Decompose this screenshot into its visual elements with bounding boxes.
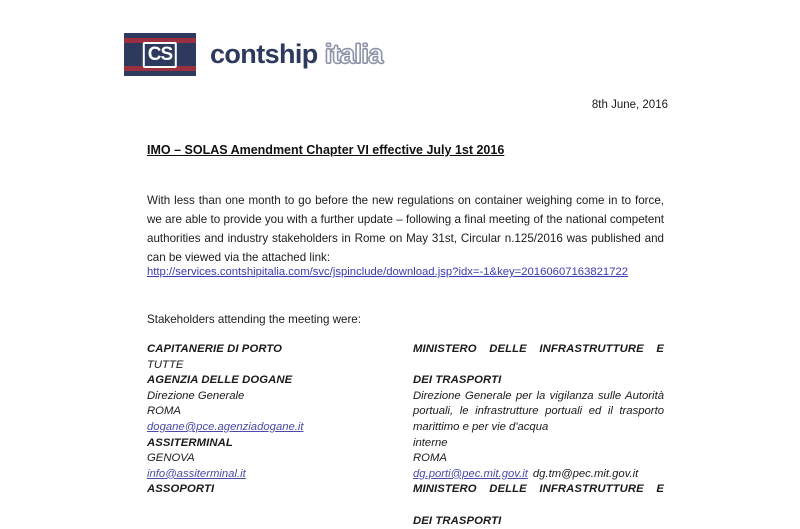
logo-word-italia: italia xyxy=(324,39,383,69)
logo-mark-icon xyxy=(124,33,196,76)
org-capitanerie-detail: TUTTE xyxy=(147,358,184,371)
email-dg-tm: dg.tm@pec.mit.gov.it xyxy=(532,467,639,480)
org-ministero-1-city: ROMA xyxy=(413,452,447,465)
circular-download-link[interactable]: http://services.contshipitalia.com/svc/jspinclude/download.jsp?idx=-1&key=20160607163821722 xyxy=(147,266,629,278)
org-ministero-2-line2: DEI TRASPORTI xyxy=(413,514,502,527)
org-ministero-1-description: Direzione Generale per la vigilanza sulle Autorità portuali, le infrastrutture portuali ed il trasporto marittimo e per vie d'acqua xyxy=(413,389,664,433)
contship-italia-logo xyxy=(124,33,383,76)
stakeholder-column-left xyxy=(147,342,397,498)
org-agenzia-delle-dogane: AGENZIA DELLE DOGANE xyxy=(147,374,293,387)
org-assiterminal: ASSITERMINAL xyxy=(147,436,233,449)
email-dogane[interactable]: dogane@pce.agenziadogane.it xyxy=(147,420,304,433)
logo-word-contship: contship xyxy=(210,39,318,69)
org-ministero-1-line2: DEI TRASPORTI xyxy=(413,374,502,387)
org-ministero-1-description-tail: interne xyxy=(413,436,448,449)
org-assiterminal-city: GENOVA xyxy=(147,452,195,465)
org-ministero-1-emails xyxy=(413,467,664,483)
stakeholder-column-right xyxy=(413,342,664,529)
org-capitanerie-di-porto: CAPITANERIE DI PORTO xyxy=(147,343,283,355)
document-paragraph: With less than one month to go before the new regulations on container weighing come in to force, we are able to provide you with a further update – following a final meeting of the national competent authorities and industry stakeholders in Rome on May 31st, Circular n.125/2016 was published and can be viewed via the attached link: xyxy=(147,194,664,264)
document-date: 8th June, 2016 xyxy=(591,99,668,111)
stakeholders-intro: Stakeholders attending the meeting were: xyxy=(147,313,361,326)
org-ministero-1-line1: MINISTERO DELLE INFRASTRUTTURE E xyxy=(413,343,664,355)
org-agenzia-city: ROMA xyxy=(147,405,181,418)
document-title: IMO – SOLAS Amendment Chapter VI effective July 1st 2016 xyxy=(147,143,505,157)
org-ministero-2-line1: MINISTERO DELLE INFRASTRUTTURE E xyxy=(413,483,664,496)
org-agenzia-direzione: Direzione Generale xyxy=(147,389,245,402)
email-dg-porti[interactable]: dg.porti@pec.mit.gov.it xyxy=(413,467,528,480)
email-assiterminal[interactable]: info@assiterminal.it xyxy=(147,467,246,480)
org-assoporti: ASSOPORTI xyxy=(147,483,215,496)
logo-monogram: CS xyxy=(143,42,177,68)
logo-wordmark xyxy=(210,41,383,68)
